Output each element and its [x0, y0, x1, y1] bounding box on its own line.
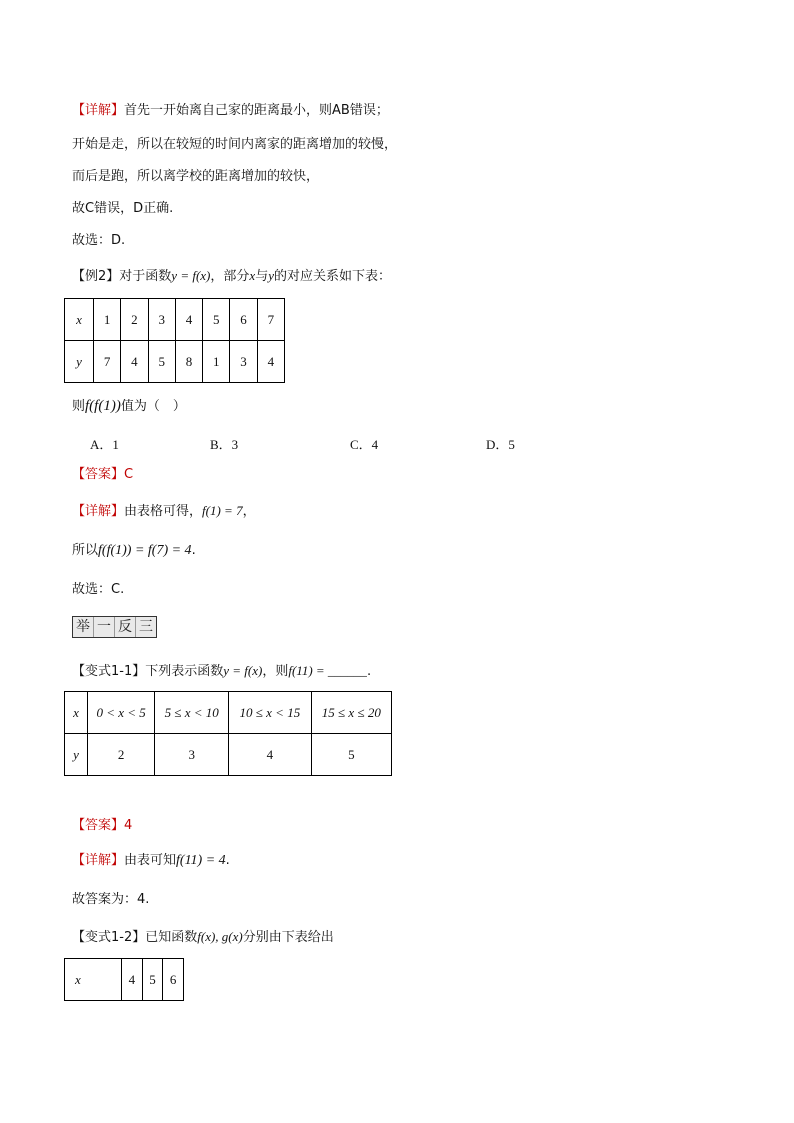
variant11-stem [72, 662, 371, 681]
detail-text-1: 首先一开始离自己家的距离最小，则AB错误； [124, 103, 389, 118]
example2-label: 【例2】 [72, 269, 120, 284]
detail-expr: f(1) = 7 [202, 503, 243, 518]
variant11-text-b: ，则 [262, 664, 289, 679]
detail-text-b: ， [242, 504, 256, 519]
option-d: D．5 [486, 437, 515, 452]
table-cell: 6 [163, 959, 184, 1001]
table-cell: 2 [88, 734, 155, 776]
variant11-func: y = f(x) [223, 663, 263, 678]
example2-stem [72, 267, 391, 286]
example2-so [72, 542, 196, 560]
example2-table-row-x [65, 299, 285, 341]
table-cell: 15 ≤ x ≤ 20 [311, 692, 391, 734]
table-cell: 3 [230, 341, 257, 383]
question-text-b: 值为（ ） [120, 399, 186, 414]
table-cell: 5 ≤ x < 10 [155, 692, 229, 734]
table-cell: 0 < x < 5 [88, 692, 155, 734]
example2-table [64, 298, 285, 383]
detail-choice: 故选：D. [72, 233, 126, 248]
table-cell: 7 [94, 341, 121, 383]
detail-line-3: 而后是跑，所以离学校的距离增加的较快， [72, 169, 320, 184]
detail-text-a: 由表格可得， [124, 504, 203, 519]
answer-label: 【答案】 [72, 818, 125, 833]
variant11-conclusion: 故答案为：4. [72, 892, 150, 907]
badge-char: 三 [139, 619, 153, 635]
variant11-text-a: 下列表示函数 [145, 664, 224, 679]
option-a: A．1 [90, 437, 119, 452]
example2-y: y [268, 268, 274, 283]
table-cell: 5 [311, 734, 391, 776]
table-cell: 1 [94, 299, 121, 341]
table-cell-header: x [65, 692, 88, 734]
variant11-label: 【变式1-1】 [72, 664, 146, 679]
example2-detail [72, 502, 256, 521]
example2-text-d: 的对应关系如下表： [273, 269, 391, 284]
example2-text-b: ，部分 [210, 269, 250, 284]
example2-text-a: 对于函数 [119, 269, 172, 284]
table-cell: 4 [257, 341, 284, 383]
detail-line-1 [72, 102, 389, 120]
table-cell-header: y [65, 341, 94, 383]
table-cell: 4 [175, 299, 202, 341]
question-text-a: 则 [72, 399, 86, 414]
variant11-table-row-x [65, 692, 392, 734]
detail-text-b: . [225, 853, 230, 868]
variant11-table-row-y [65, 734, 392, 776]
table-cell: 4 [121, 341, 148, 383]
table-cell-header: x [65, 299, 94, 341]
variant12-funcs: f(x), g(x) [197, 929, 243, 944]
badge-char: 举 [73, 617, 94, 637]
variant11-table [64, 691, 392, 776]
example2-choice: 故选：C. [72, 582, 125, 597]
variant12-table-row-x [65, 959, 184, 1001]
variant11-answer [72, 817, 132, 835]
example2-answer [72, 466, 133, 484]
answer-value: C [124, 467, 134, 482]
table-cell: 8 [175, 341, 202, 383]
detail-label: 【详解】 [72, 853, 125, 868]
detail-label: 【详解】 [72, 504, 125, 519]
variant12-label: 【变式1-2】 [72, 930, 146, 945]
table-cell: 2 [121, 299, 148, 341]
example2-func: y = f(x) [171, 268, 211, 283]
detail-text-a: 由表可知 [124, 853, 177, 868]
table-cell: 3 [148, 299, 175, 341]
variant11-expr: f(11) = ______ [288, 663, 367, 678]
so-text-a: 所以 [72, 543, 99, 558]
option-b: B．3 [210, 437, 239, 452]
table-cell: 10 ≤ x < 15 [229, 692, 312, 734]
table-cell: 5 [142, 959, 163, 1001]
answer-label: 【答案】 [72, 467, 125, 482]
variant12-text-b: 分别由下表给出 [242, 930, 334, 945]
variant12-table [64, 958, 184, 1001]
option-c: C．4 [350, 437, 379, 452]
detail-line-2: 开始是走，所以在较短的时间内离家的距离增加的较慢， [72, 137, 398, 152]
example2-table-row-y [65, 341, 285, 383]
example2-text-c: 与 [255, 269, 269, 284]
table-cell: 7 [257, 299, 284, 341]
so-text-b: . [191, 543, 196, 558]
table-cell: 5 [148, 341, 175, 383]
detail-line-4: 故C错误，D正确. [72, 201, 174, 216]
table-cell: 5 [203, 299, 230, 341]
practice-badge [72, 616, 157, 638]
variant12-text-a: 已知函数 [145, 930, 198, 945]
table-cell: 1 [203, 341, 230, 383]
badge-char: 反 [115, 617, 136, 637]
so-expr: f(f(1)) = f(7) = 4 [98, 543, 192, 558]
table-cell: 4 [229, 734, 312, 776]
variant11-text-c: . [366, 664, 372, 679]
table-cell-header: x [65, 959, 122, 1001]
detail-label: 【详解】 [72, 103, 125, 118]
table-cell: 4 [122, 959, 143, 1001]
table-cell: 6 [230, 299, 257, 341]
question-expr: f(f(1)) [85, 398, 121, 414]
example2-x: x [249, 268, 256, 283]
table-cell-header: y [65, 734, 88, 776]
answer-value: 4 [124, 818, 133, 833]
table-cell: 3 [155, 734, 229, 776]
badge-char: 一 [94, 617, 115, 637]
variant12-stem [72, 928, 334, 947]
variant11-detail [72, 852, 230, 870]
example2-question [72, 397, 186, 416]
detail-expr: f(11) = 4 [176, 853, 226, 868]
